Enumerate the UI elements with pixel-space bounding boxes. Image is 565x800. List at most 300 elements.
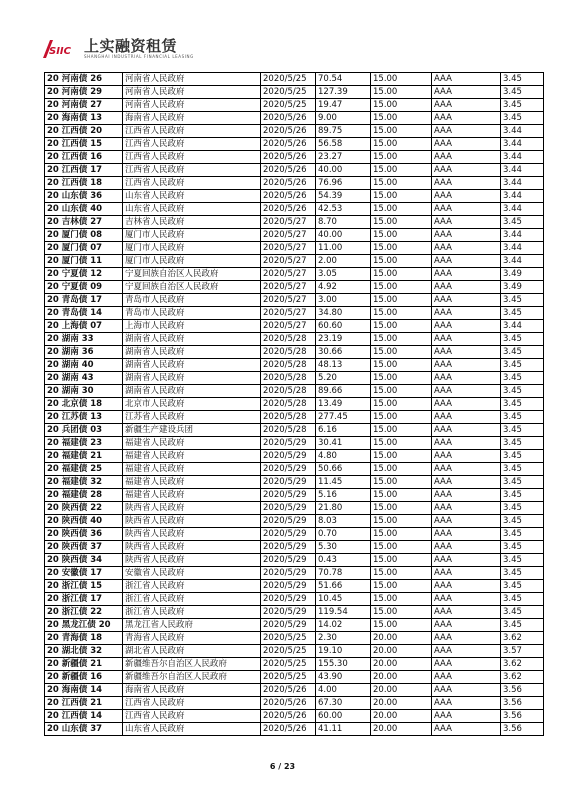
table-row (45, 359, 544, 372)
cell-rate: 3.44 (501, 229, 544, 242)
cell-bond-name: 20 陕西债 37 (45, 541, 123, 554)
cell-issuer: 江西省人民政府 (123, 177, 261, 190)
cell-issue-date: 2020/5/26 (261, 723, 316, 736)
cell-issuer: 湖南省人民政府 (123, 372, 261, 385)
cell-rate: 3.45 (501, 99, 544, 112)
cell-term: 15.00 (371, 346, 432, 359)
cell-rating: AAA (432, 463, 501, 476)
cell-issue-date: 2020/5/26 (261, 697, 316, 710)
cell-rate: 3.62 (501, 671, 544, 684)
cell-rating: AAA (432, 125, 501, 138)
cell-rate: 3.45 (501, 307, 544, 320)
cell-rating: AAA (432, 541, 501, 554)
cell-term: 15.00 (371, 437, 432, 450)
cell-rate: 3.45 (501, 411, 544, 424)
cell-amount: 0.70 (316, 528, 371, 541)
cell-bond-name: 20 湖南 30 (45, 385, 123, 398)
table-row (45, 112, 544, 125)
cell-bond-name: 20 青岛债 14 (45, 307, 123, 320)
cell-issuer: 黑龙江省人民政府 (123, 619, 261, 632)
cell-rating: AAA (432, 437, 501, 450)
cell-rate: 3.45 (501, 424, 544, 437)
table-row (45, 190, 544, 203)
table-row (45, 658, 544, 671)
cell-rating: AAA (432, 554, 501, 567)
cell-issuer: 河南省人民政府 (123, 86, 261, 99)
cell-term: 15.00 (371, 320, 432, 333)
cell-issuer: 青岛市人民政府 (123, 307, 261, 320)
table-row (45, 86, 544, 99)
cell-rate: 3.56 (501, 710, 544, 723)
cell-amount: 13.49 (316, 398, 371, 411)
table-row (45, 333, 544, 346)
cell-bond-name: 20 浙江债 22 (45, 606, 123, 619)
cell-issue-date: 2020/5/29 (261, 502, 316, 515)
cell-term: 20.00 (371, 710, 432, 723)
cell-rating: AAA (432, 112, 501, 125)
cell-bond-name: 20 江西债 18 (45, 177, 123, 190)
cell-term: 15.00 (371, 99, 432, 112)
cell-issue-date: 2020/5/26 (261, 203, 316, 216)
cell-amount: 9.00 (316, 112, 371, 125)
table-row (45, 489, 544, 502)
cell-issuer: 陕西省人民政府 (123, 515, 261, 528)
cell-bond-name: 20 江西债 16 (45, 151, 123, 164)
cell-issue-date: 2020/5/29 (261, 463, 316, 476)
table-row (45, 229, 544, 242)
table-row (45, 255, 544, 268)
cell-rating: AAA (432, 632, 501, 645)
cell-amount: 8.03 (316, 515, 371, 528)
cell-amount: 56.58 (316, 138, 371, 151)
cell-issue-date: 2020/5/29 (261, 541, 316, 554)
cell-issuer: 陕西省人民政府 (123, 528, 261, 541)
cell-term: 15.00 (371, 333, 432, 346)
cell-rating: AAA (432, 255, 501, 268)
cell-term: 15.00 (371, 619, 432, 632)
cell-issuer: 厦门市人民政府 (123, 242, 261, 255)
cell-amount: 67.30 (316, 697, 371, 710)
cell-issue-date: 2020/5/28 (261, 372, 316, 385)
table-row (45, 697, 544, 710)
cell-amount: 23.19 (316, 333, 371, 346)
cell-issuer: 海南省人民政府 (123, 684, 261, 697)
cell-issuer: 新疆生产建设兵团 (123, 424, 261, 437)
cell-amount: 0.43 (316, 554, 371, 567)
cell-term: 15.00 (371, 385, 432, 398)
cell-issue-date: 2020/5/28 (261, 333, 316, 346)
cell-term: 15.00 (371, 177, 432, 190)
cell-rate: 3.45 (501, 567, 544, 580)
cell-term: 15.00 (371, 86, 432, 99)
cell-issue-date: 2020/5/27 (261, 255, 316, 268)
cell-amount: 40.00 (316, 229, 371, 242)
cell-rating: AAA (432, 281, 501, 294)
cell-bond-name: 20 福建债 25 (45, 463, 123, 476)
cell-rating: AAA (432, 424, 501, 437)
table-row (45, 645, 544, 658)
cell-rating: AAA (432, 242, 501, 255)
cell-issuer: 江西省人民政府 (123, 125, 261, 138)
cell-rate: 3.44 (501, 190, 544, 203)
cell-rate: 3.56 (501, 723, 544, 736)
table-row (45, 151, 544, 164)
cell-issue-date: 2020/5/26 (261, 177, 316, 190)
cell-term: 15.00 (371, 489, 432, 502)
cell-rate: 3.44 (501, 138, 544, 151)
table-row (45, 502, 544, 515)
table-row (45, 671, 544, 684)
cell-issue-date: 2020/5/29 (261, 554, 316, 567)
cell-amount: 11.45 (316, 476, 371, 489)
cell-rating: AAA (432, 567, 501, 580)
table-row (45, 268, 544, 281)
cell-term: 15.00 (371, 463, 432, 476)
cell-rate: 3.44 (501, 151, 544, 164)
cell-term: 15.00 (371, 476, 432, 489)
cell-bond-name: 20 江苏债 13 (45, 411, 123, 424)
cell-issuer: 陕西省人民政府 (123, 554, 261, 567)
cell-bond-name: 20 吉林债 27 (45, 216, 123, 229)
cell-bond-name: 20 江西债 20 (45, 125, 123, 138)
cell-rating: AAA (432, 710, 501, 723)
cell-term: 15.00 (371, 164, 432, 177)
cell-bond-name: 20 福建债 32 (45, 476, 123, 489)
cell-term: 15.00 (371, 307, 432, 320)
cell-bond-name: 20 新疆债 16 (45, 671, 123, 684)
cell-rating: AAA (432, 515, 501, 528)
cell-rating: AAA (432, 320, 501, 333)
table-row (45, 281, 544, 294)
cell-term: 15.00 (371, 541, 432, 554)
cell-rating: AAA (432, 684, 501, 697)
cell-term: 15.00 (371, 580, 432, 593)
table-row (45, 203, 544, 216)
table-row (45, 541, 544, 554)
cell-issue-date: 2020/5/27 (261, 229, 316, 242)
cell-issuer: 浙江省人民政府 (123, 593, 261, 606)
cell-issuer: 上海市人民政府 (123, 320, 261, 333)
cell-amount: 2.30 (316, 632, 371, 645)
cell-amount: 4.00 (316, 684, 371, 697)
table-row (45, 294, 544, 307)
cell-issuer: 福建省人民政府 (123, 450, 261, 463)
cell-term: 15.00 (371, 138, 432, 151)
cell-rating: AAA (432, 489, 501, 502)
cell-issue-date: 2020/5/25 (261, 99, 316, 112)
cell-amount: 40.00 (316, 164, 371, 177)
cell-rating: AAA (432, 476, 501, 489)
cell-issue-date: 2020/5/29 (261, 593, 316, 606)
cell-amount: 19.10 (316, 645, 371, 658)
cell-issue-date: 2020/5/28 (261, 385, 316, 398)
cell-issuer: 湖南省人民政府 (123, 385, 261, 398)
cell-bond-name: 20 湖北债 32 (45, 645, 123, 658)
cell-term: 15.00 (371, 268, 432, 281)
cell-amount: 60.60 (316, 320, 371, 333)
cell-rating: AAA (432, 151, 501, 164)
cell-issue-date: 2020/5/25 (261, 645, 316, 658)
cell-issue-date: 2020/5/25 (261, 671, 316, 684)
cell-rate: 3.45 (501, 398, 544, 411)
cell-issuer: 江西省人民政府 (123, 710, 261, 723)
table-row (45, 710, 544, 723)
cell-amount: 5.20 (316, 372, 371, 385)
cell-rate: 3.45 (501, 372, 544, 385)
svg-text:SIIC: SIIC (49, 45, 71, 57)
cell-rating: AAA (432, 359, 501, 372)
cell-bond-name: 20 安徽债 17 (45, 567, 123, 580)
siic-logo-icon (42, 39, 78, 59)
cell-issuer: 厦门市人民政府 (123, 255, 261, 268)
cell-issuer: 福建省人民政府 (123, 489, 261, 502)
cell-term: 15.00 (371, 112, 432, 125)
cell-bond-name: 20 黑龙江债 20 (45, 619, 123, 632)
cell-term: 20.00 (371, 632, 432, 645)
cell-term: 15.00 (371, 359, 432, 372)
cell-issuer: 青海省人民政府 (123, 632, 261, 645)
cell-rating: AAA (432, 203, 501, 216)
cell-issue-date: 2020/5/29 (261, 489, 316, 502)
cell-issuer: 北京市人民政府 (123, 398, 261, 411)
cell-rate: 3.45 (501, 619, 544, 632)
cell-issuer: 山东省人民政府 (123, 190, 261, 203)
cell-rate: 3.45 (501, 385, 544, 398)
cell-term: 15.00 (371, 502, 432, 515)
cell-rating: AAA (432, 528, 501, 541)
cell-issue-date: 2020/5/29 (261, 476, 316, 489)
cell-term: 15.00 (371, 593, 432, 606)
cell-bond-name: 20 海南债 14 (45, 684, 123, 697)
cell-issue-date: 2020/5/27 (261, 216, 316, 229)
cell-rate: 3.45 (501, 463, 544, 476)
cell-rate: 3.45 (501, 502, 544, 515)
cell-issuer: 海南省人民政府 (123, 112, 261, 125)
cell-amount: 3.05 (316, 268, 371, 281)
cell-issue-date: 2020/5/28 (261, 411, 316, 424)
page-number: 6 / 23 (269, 762, 296, 771)
cell-issue-date: 2020/5/27 (261, 242, 316, 255)
table-row (45, 346, 544, 359)
cell-rate: 3.45 (501, 333, 544, 346)
cell-rate: 3.56 (501, 697, 544, 710)
cell-bond-name: 20 河南债 26 (45, 73, 123, 86)
table-row (45, 125, 544, 138)
cell-bond-name: 20 新疆债 21 (45, 658, 123, 671)
cell-rate: 3.44 (501, 242, 544, 255)
cell-term: 15.00 (371, 190, 432, 203)
company-logo (42, 38, 194, 59)
cell-rate: 3.62 (501, 632, 544, 645)
table-row (45, 593, 544, 606)
cell-term: 15.00 (371, 567, 432, 580)
cell-rating: AAA (432, 164, 501, 177)
cell-bond-name: 20 江西债 17 (45, 164, 123, 177)
cell-issue-date: 2020/5/29 (261, 567, 316, 580)
cell-amount: 14.02 (316, 619, 371, 632)
cell-rating: AAA (432, 580, 501, 593)
cell-term: 20.00 (371, 671, 432, 684)
table-row (45, 515, 544, 528)
table-row (45, 632, 544, 645)
logo-chinese-name: 上实融资租赁 (84, 37, 178, 55)
cell-amount: 42.53 (316, 203, 371, 216)
table-row (45, 476, 544, 489)
cell-bond-name: 20 陕西债 40 (45, 515, 123, 528)
cell-amount: 10.45 (316, 593, 371, 606)
cell-issue-date: 2020/5/29 (261, 515, 316, 528)
cell-issuer: 新疆维吾尔自治区人民政府 (123, 658, 261, 671)
cell-rate: 3.45 (501, 515, 544, 528)
cell-term: 15.00 (371, 294, 432, 307)
cell-rate: 3.49 (501, 268, 544, 281)
cell-issuer: 江西省人民政府 (123, 151, 261, 164)
cell-rating: AAA (432, 697, 501, 710)
cell-amount: 50.66 (316, 463, 371, 476)
cell-amount: 89.66 (316, 385, 371, 398)
cell-bond-name: 20 福建债 23 (45, 437, 123, 450)
cell-issue-date: 2020/5/26 (261, 151, 316, 164)
cell-bond-name: 20 福建债 28 (45, 489, 123, 502)
cell-issue-date: 2020/5/28 (261, 346, 316, 359)
table-row (45, 606, 544, 619)
cell-issuer: 新疆维吾尔自治区人民政府 (123, 671, 261, 684)
cell-bond-name: 20 上海债 07 (45, 320, 123, 333)
cell-term: 20.00 (371, 658, 432, 671)
cell-rate: 3.44 (501, 125, 544, 138)
cell-rate: 3.49 (501, 281, 544, 294)
table-row (45, 372, 544, 385)
cell-issuer: 青岛市人民政府 (123, 294, 261, 307)
cell-bond-name: 20 陕西债 34 (45, 554, 123, 567)
table-row (45, 216, 544, 229)
cell-issuer: 陕西省人民政府 (123, 541, 261, 554)
cell-rate: 3.45 (501, 580, 544, 593)
cell-amount: 155.30 (316, 658, 371, 671)
cell-rating: AAA (432, 190, 501, 203)
cell-bond-name: 20 山东债 37 (45, 723, 123, 736)
cell-issue-date: 2020/5/29 (261, 528, 316, 541)
cell-rating: AAA (432, 268, 501, 281)
cell-issue-date: 2020/5/26 (261, 112, 316, 125)
table-row (45, 567, 544, 580)
cell-issue-date: 2020/5/28 (261, 398, 316, 411)
table-row (45, 528, 544, 541)
table-row (45, 177, 544, 190)
cell-bond-name: 20 江西债 21 (45, 697, 123, 710)
table-row (45, 307, 544, 320)
cell-issuer: 宁夏回族自治区人民政府 (123, 268, 261, 281)
cell-rate: 3.45 (501, 489, 544, 502)
cell-issue-date: 2020/5/27 (261, 307, 316, 320)
cell-issuer: 湖南省人民政府 (123, 346, 261, 359)
cell-rating: AAA (432, 606, 501, 619)
cell-bond-name: 20 江西债 15 (45, 138, 123, 151)
cell-bond-name: 20 北京债 18 (45, 398, 123, 411)
cell-rating: AAA (432, 385, 501, 398)
cell-issue-date: 2020/5/25 (261, 73, 316, 86)
page-header (0, 0, 565, 72)
cell-bond-name: 20 兵团债 03 (45, 424, 123, 437)
cell-issue-date: 2020/5/27 (261, 281, 316, 294)
cell-issuer: 福建省人民政府 (123, 463, 261, 476)
cell-issue-date: 2020/5/26 (261, 684, 316, 697)
cell-rate: 3.56 (501, 684, 544, 697)
cell-term: 15.00 (371, 203, 432, 216)
cell-rating: AAA (432, 723, 501, 736)
cell-bond-name: 20 湖南 33 (45, 333, 123, 346)
cell-term: 20.00 (371, 684, 432, 697)
cell-amount: 60.00 (316, 710, 371, 723)
cell-rate: 3.44 (501, 203, 544, 216)
table-row (45, 73, 544, 86)
cell-rating: AAA (432, 216, 501, 229)
cell-rate: 3.44 (501, 320, 544, 333)
cell-rating: AAA (432, 177, 501, 190)
cell-rating: AAA (432, 593, 501, 606)
cell-amount: 41.11 (316, 723, 371, 736)
cell-rating: AAA (432, 398, 501, 411)
cell-rate: 3.44 (501, 255, 544, 268)
cell-issue-date: 2020/5/29 (261, 619, 316, 632)
cell-bond-name: 20 陕西债 22 (45, 502, 123, 515)
cell-issue-date: 2020/5/25 (261, 658, 316, 671)
cell-amount: 51.66 (316, 580, 371, 593)
table-row (45, 99, 544, 112)
cell-bond-name: 20 湖南 40 (45, 359, 123, 372)
cell-issue-date: 2020/5/25 (261, 86, 316, 99)
cell-rating: AAA (432, 73, 501, 86)
cell-rate: 3.44 (501, 164, 544, 177)
bond-table (44, 72, 544, 736)
cell-issue-date: 2020/5/26 (261, 164, 316, 177)
cell-amount: 34.80 (316, 307, 371, 320)
cell-bond-name: 20 山东债 36 (45, 190, 123, 203)
cell-rate: 3.44 (501, 177, 544, 190)
cell-amount: 119.54 (316, 606, 371, 619)
table-row (45, 398, 544, 411)
cell-issuer: 河南省人民政府 (123, 73, 261, 86)
cell-rate: 3.45 (501, 216, 544, 229)
cell-rate: 3.45 (501, 528, 544, 541)
cell-amount: 11.00 (316, 242, 371, 255)
cell-issue-date: 2020/5/27 (261, 268, 316, 281)
cell-rating: AAA (432, 450, 501, 463)
cell-amount: 30.66 (316, 346, 371, 359)
cell-term: 15.00 (371, 554, 432, 567)
cell-rating: AAA (432, 411, 501, 424)
cell-issue-date: 2020/5/29 (261, 437, 316, 450)
cell-term: 20.00 (371, 645, 432, 658)
cell-bond-name: 20 福建债 21 (45, 450, 123, 463)
cell-rating: AAA (432, 619, 501, 632)
cell-rate: 3.45 (501, 294, 544, 307)
cell-amount: 6.16 (316, 424, 371, 437)
table-row (45, 723, 544, 736)
cell-issue-date: 2020/5/26 (261, 710, 316, 723)
cell-rating: AAA (432, 86, 501, 99)
cell-bond-name: 20 宁夏债 12 (45, 268, 123, 281)
cell-rating: AAA (432, 658, 501, 671)
cell-rating: AAA (432, 99, 501, 112)
cell-bond-name: 20 海南债 13 (45, 112, 123, 125)
cell-rate: 3.45 (501, 554, 544, 567)
cell-issue-date: 2020/5/25 (261, 632, 316, 645)
cell-bond-name: 20 浙江债 15 (45, 580, 123, 593)
cell-rate: 3.45 (501, 86, 544, 99)
cell-issue-date: 2020/5/28 (261, 424, 316, 437)
cell-issuer: 陕西省人民政府 (123, 502, 261, 515)
